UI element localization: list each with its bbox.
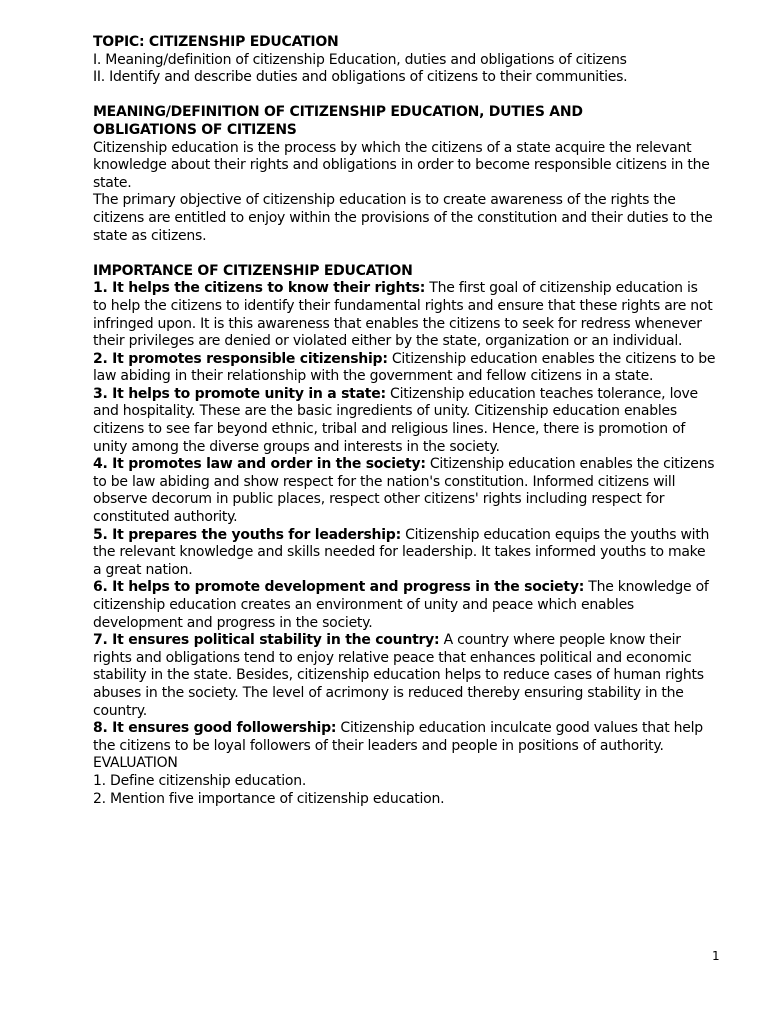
- objective-line: I. Meaning/definition of citizenship Education, duties and obligations of citizens: [93, 51, 627, 68]
- point-title: 5. It prepares the youths for leadership:: [93, 526, 401, 543]
- point-text: the citizens to be loyal followers of their leaders and people in positions of authority.: [93, 737, 664, 754]
- definition-heading: OBLIGATIONS OF CITIZENS: [93, 121, 297, 138]
- objective-line: II. Identify and describe duties and obligations of citizens to their communities.: [93, 69, 628, 86]
- paragraph-spacer: [93, 245, 723, 263]
- point-title: 7. It ensures political stability in the country:: [93, 632, 440, 649]
- definition-text: The primary objective of citizenship education is to create awareness of the rights the: [93, 192, 676, 209]
- evaluation-question: 1. Define citizenship education.: [93, 772, 307, 789]
- point-text: observe decorum in public places, respect other citizens' rights including respect for: [93, 491, 665, 508]
- point-text: and hospitality. These are the basic ingredients of unity. Citizenship education enables: [93, 403, 677, 420]
- definition-text: state.: [93, 174, 132, 191]
- importance-point: [93, 527, 723, 580]
- topic-heading: TOPIC: CITIZENSHIP EDUCATION: [93, 34, 339, 50]
- importance-heading: IMPORTANCE OF CITIZENSHIP EDUCATION: [93, 262, 413, 279]
- point-title: 2. It promotes responsible citizenship:: [93, 350, 388, 367]
- evaluation-question: 2. Mention five importance of citizenship education.: [93, 790, 445, 807]
- point-text: abuses in the society. The level of acrimony is reduced thereby ensuring stability in the: [93, 684, 684, 701]
- point-text: development and progress in the society.: [93, 614, 373, 631]
- point-text: rights and obligations tend to enjoy relative peace that enhances political and economic: [93, 649, 692, 666]
- point-text: law abiding in their relationship with the government and fellow citizens in a state.: [93, 368, 654, 385]
- point-text: Citizenship education inculcate good values that help: [336, 720, 703, 737]
- definition-heading: MEANING/DEFINITION OF CITIZENSHIP EDUCATION, DUTIES AND: [93, 104, 583, 121]
- point-text: to be law abiding and show respect for the nation's constitution. Informed citizens will: [93, 473, 676, 490]
- definition-text: citizens are entitled to enjoy within the provisions of the constitution and their duties to the: [93, 209, 713, 226]
- point-text: country.: [93, 702, 147, 719]
- point-text: their privileges are denied or violated either by the state, organization or an individual.: [93, 333, 683, 350]
- point-title: 3. It helps to promote unity in a state:: [93, 385, 386, 402]
- point-text: Citizenship education teaches tolerance, love: [385, 385, 698, 402]
- definition-text: knowledge about their rights and obligations in order to become responsible citizens in the: [93, 157, 710, 174]
- point-text: unity among the diverse groups and interests in the society.: [93, 438, 500, 455]
- point-text: constituted authority.: [93, 509, 238, 526]
- point-text: stability in the state. Besides, citizenship education helps to reduce cases of human rights: [93, 667, 704, 684]
- point-text: citizens to see far beyond ethnic, tribal and religious lines. Hence, there is promotion of: [93, 421, 686, 438]
- page-number: 1: [712, 949, 720, 963]
- point-title: 1. It helps the citizens to know their rights:: [93, 280, 426, 297]
- point-text: a great nation.: [93, 561, 193, 578]
- evaluation-heading: EVALUATION: [93, 755, 178, 772]
- definition-text: state as citizens.: [93, 227, 207, 244]
- point-text: infringed upon. It is this awareness that enables the citizens to seek for redress whenever: [93, 315, 702, 332]
- point-text: A country where people know their: [439, 632, 681, 649]
- document-page: [93, 34, 723, 808]
- importance-point: [93, 632, 723, 720]
- point-text: The knowledge of: [584, 579, 709, 596]
- point-text: Citizenship education equips the youths with: [400, 526, 710, 543]
- point-text: citizenship education creates an environment of unity and peace which enables: [93, 597, 634, 613]
- point-text: Citizenship education enables the citizens: [425, 456, 715, 473]
- point-title: 4. It promotes law and order in the society:: [93, 456, 426, 473]
- importance-point: [93, 351, 723, 386]
- point-text: Citizenship education enables the citizens to be: [387, 350, 716, 367]
- importance-point: [93, 579, 723, 632]
- paragraph-spacer: [93, 87, 723, 105]
- point-text: the relevant knowledge and skills needed for leadership. It takes informed youths to make: [93, 544, 706, 561]
- importance-point: [93, 720, 723, 755]
- point-title: 6. It helps to promote development and progress in the society:: [93, 579, 585, 596]
- importance-point: [93, 280, 723, 350]
- point-text: The first goal of citizenship education is: [425, 280, 698, 297]
- definition-text: Citizenship education is the process by which the citizens of a state acquire the relevant: [93, 139, 692, 156]
- importance-point: [93, 386, 723, 456]
- point-text: to help the citizens to identify their fundamental rights and ensure that these rights are not: [93, 297, 713, 314]
- importance-point: [93, 456, 723, 526]
- point-title: 8. It ensures good followership:: [93, 720, 337, 737]
